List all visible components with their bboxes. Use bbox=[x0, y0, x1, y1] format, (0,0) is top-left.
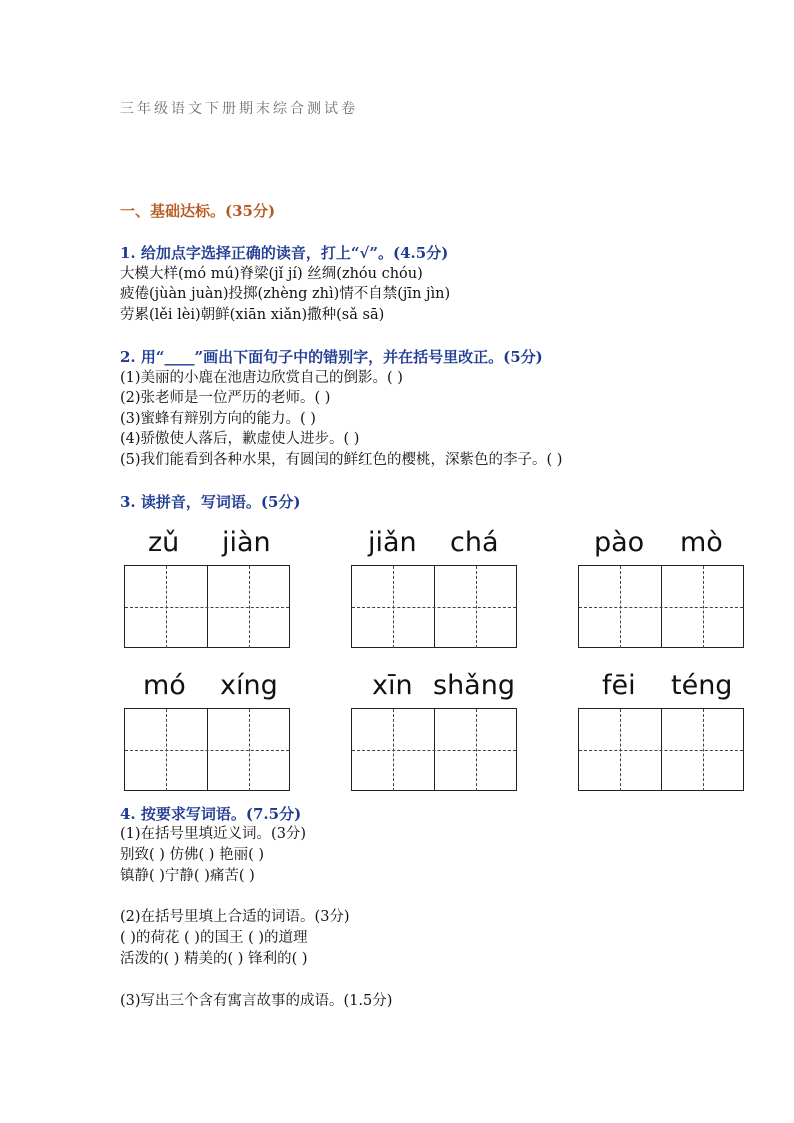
pinyin-label: mò bbox=[680, 527, 723, 558]
question-2-line: (5)我们能看到各种水果，有圆闰的鲜红色的樱桃，深紫色的李子。( ) bbox=[120, 452, 563, 468]
question-4-title: 4. 按要求写词语。(7.5分) bbox=[120, 805, 302, 823]
question-1-title: 1. 给加点字选择正确的读音，打上“√”。(4.5分) bbox=[120, 244, 449, 262]
question-2-line: (2)张老师是一位严历的老师。( ) bbox=[120, 390, 331, 406]
question-1-line: 大模大样(mó mú)脊梁(jǐ jí) 丝绸(zhóu chóu) bbox=[120, 266, 423, 282]
question-2-line: (3)蜜蜂有辩别方向的能力。( ) bbox=[120, 411, 316, 427]
pinyin-label: chá bbox=[450, 527, 499, 558]
question-3-title: 3. 读拼音，写词语。(5分) bbox=[120, 493, 301, 511]
question-4-subtitle: (3)写出三个含有寓言故事的成语。(1.5分) bbox=[120, 993, 393, 1009]
question-4-subtitle: (1)在括号里填近义词。(3分) bbox=[120, 826, 307, 842]
pinyin-label: zǔ bbox=[148, 527, 180, 558]
pinyin-label: xīn bbox=[372, 670, 413, 701]
question-4-subtitle: (2)在括号里填上合适的词语。(3分) bbox=[120, 909, 350, 925]
pinyin-label: pào bbox=[594, 527, 645, 558]
question-2-line: (4)骄傲使人落后，歉虚使人进步。( ) bbox=[120, 431, 360, 447]
document-title: 三年级语文下册期末综合测试卷 bbox=[120, 101, 358, 117]
section-title: 一、基础达标。(35分) bbox=[120, 202, 276, 220]
writing-grid[interactable] bbox=[124, 565, 290, 648]
question-4-line: ( )的荷花 ( )的国王 ( )的道理 bbox=[120, 930, 308, 946]
question-2-line: (1)美丽的小鹿在池唐边欣赏自己的倒影。( ) bbox=[120, 370, 403, 386]
pinyin-label: téng bbox=[671, 670, 733, 701]
question-4-line: 别致( ) 仿佛( ) 艳丽( ) bbox=[120, 847, 264, 863]
question-4-line: 活泼的( ) 精美的( ) 锋利的( ) bbox=[120, 951, 308, 967]
pinyin-label: shǎng bbox=[433, 670, 515, 701]
pinyin-label: mó bbox=[143, 670, 186, 701]
pinyin-label: fēi bbox=[602, 670, 636, 701]
writing-grid[interactable] bbox=[578, 708, 744, 791]
question-2-title: 2. 用“____”画出下面句子中的错别字，并在括号里改正。(5分) bbox=[120, 348, 543, 366]
pinyin-label: jiǎn bbox=[368, 527, 417, 558]
writing-grid[interactable] bbox=[578, 565, 744, 648]
writing-grid[interactable] bbox=[351, 708, 517, 791]
question-4-line: 镇静( )宁静( )痛苦( ) bbox=[120, 868, 255, 884]
writing-grid[interactable] bbox=[351, 565, 517, 648]
writing-grid[interactable] bbox=[124, 708, 290, 791]
question-1-line: 疲倦(jùàn juàn)投掷(zhèng zhì)情不自禁(jīn jìn) bbox=[120, 286, 451, 302]
pinyin-label: xíng bbox=[220, 670, 278, 701]
pinyin-label: jiàn bbox=[222, 527, 271, 558]
question-1-line: 劳累(lěi lèi)朝鲜(xiān xiǎn)撒种(sǎ sā) bbox=[120, 307, 385, 323]
